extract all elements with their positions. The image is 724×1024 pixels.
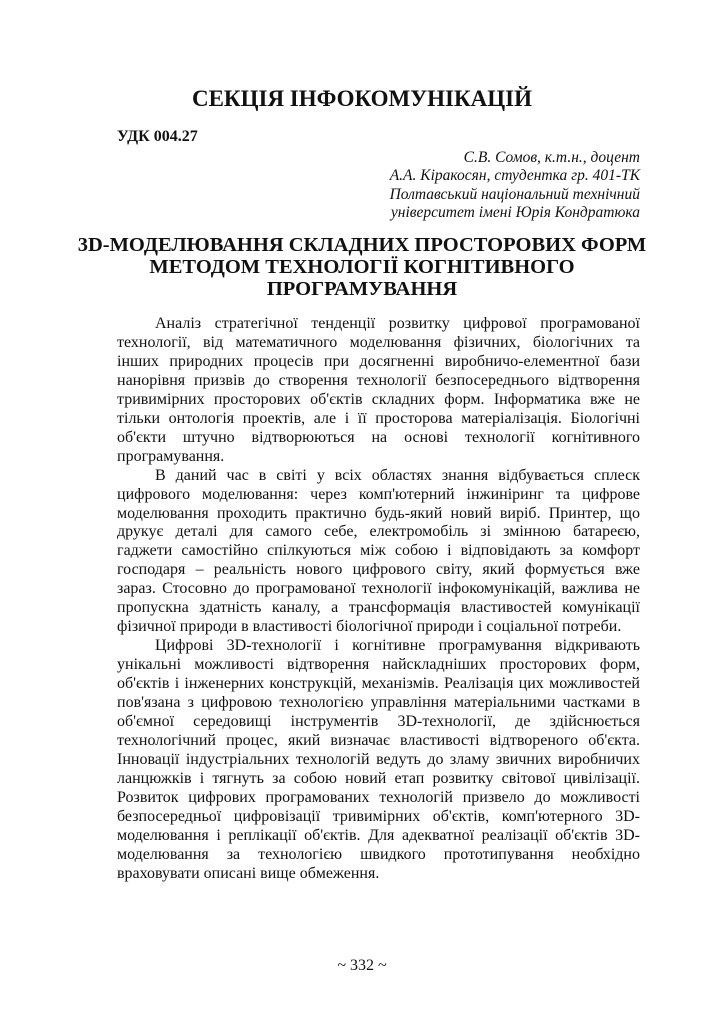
text-line: пропускна здатність каналу, а трансформація властивостей комунікації <box>117 599 640 617</box>
text-line: цифрового моделювання: через комп'ютерний інжиніринг та цифрове <box>117 485 640 503</box>
udk-code: УДК 004.27 <box>117 128 198 145</box>
text-line: технологічний процес, який визначає властивості відтвореного об'єкта. <box>117 731 640 749</box>
text-line: технології, від математичного моделювання фізичних, біологічних та <box>117 333 640 351</box>
section-title: СЕКЦІЯ ІНФОКОМУНІКАЦІЙ <box>191 86 533 111</box>
author-line: С.В. Сомов, к.т.н., доцент <box>463 149 640 166</box>
text-line: ланцюжків і тягнуть за собою новий етап розвитку світової цивілізації. <box>117 769 640 787</box>
article-title-line: ПРОГРАМУВАННЯ <box>266 278 458 300</box>
text-line: господаря – реальність нового цифрового світу, який формується вже <box>117 561 640 579</box>
text-line: В даний час в світі у всіх областях знання відбувається сплеск <box>155 466 640 484</box>
text-line: пов'язана з цифровою технологією управління матеріальними частками в <box>117 694 640 712</box>
text-line: об'єктів і інженерних конструкцій, механізмів. Реалізація цих можливостей <box>117 675 640 693</box>
text-line: унікальні можливості відтворення найскладніших просторових форм, <box>117 656 640 674</box>
article-title <box>0 234 724 300</box>
author-block <box>390 149 640 222</box>
text-line: програмування. <box>117 447 225 465</box>
text-line: друкує деталі для самого себе, електромобіль зі змінною батареєю, <box>117 523 640 541</box>
paragraph <box>117 315 640 467</box>
text-line: моделювання за технологією швидкого прототипування необхідно <box>117 845 640 863</box>
text-line: гаджети самостійно спілкуються між собою і відповідають за комфорт <box>117 542 640 560</box>
article-title-line: МЕТОДОМ ТЕХНОЛОГІЇ КОГНІТИВНОГО <box>149 256 575 278</box>
text-line: враховувати описані вище обмеження. <box>117 864 380 882</box>
text-line: фізичної природи в властивості біологічної природи і соціальної потреби. <box>117 618 622 636</box>
text-line: Аналіз стратегічної тенденції розвитку цифрової програмованої <box>155 315 640 332</box>
text-line: тривимірних просторових об'єктів складних форм. Інформатика вже не <box>117 390 640 408</box>
text-line: Інновації індустріальних технологій ведуть до зламу звичних виробничих <box>117 750 640 768</box>
text-line: Цифрові 3D-технології і когнітивне програмування відкривають <box>155 637 640 655</box>
text-line: об'ємної середовищі інструментів 3D-технології, де здійснюється <box>117 713 640 731</box>
text-line: безпосередньої цифровізації тривимірних об'єктів, комп'ютерного 3D- <box>117 807 640 825</box>
paragraph <box>117 467 640 638</box>
text-line: моделювання і реплікації об'єктів. Для адекватної реалізації об'єктів 3D- <box>117 826 640 844</box>
affiliation-line: університет імені Юрія Кондратюка <box>390 203 640 221</box>
text-line: зараз. Стосовно до програмованої технології інфокомунікацій, важлива не <box>117 580 640 598</box>
article-body <box>117 315 640 884</box>
text-line: інших природних процесів при досягненні виробничо-елементної бази <box>117 352 640 370</box>
affiliation-line: Полтавський національний технічний <box>389 185 640 203</box>
author-line: А.А. Кіракосян, студентка гр. 401-ТК <box>389 167 640 185</box>
article-title-line: 3D-МОДЕЛЮВАННЯ СКЛАДНИХ ПРОСТОРОВИХ ФОРМ <box>77 234 647 256</box>
text-line: тільки онтологія проектів, але і її просторова матеріалізація. Біологічні <box>117 409 640 427</box>
text-line: нанорівня призвів до створення технології безпосереднього відтворення <box>117 371 640 389</box>
paragraph <box>117 637 640 883</box>
text-line: об'єкти штучно відтворюються на основі технології когнітивного <box>117 428 640 446</box>
text-line: Розвиток цифрових програмованих технологій призвело до можливості <box>117 788 640 806</box>
text-line: моделювання проходить практично будь-який новий виріб. Принтер, що <box>117 504 640 522</box>
page-number: ~ 332 ~ <box>337 957 387 974</box>
